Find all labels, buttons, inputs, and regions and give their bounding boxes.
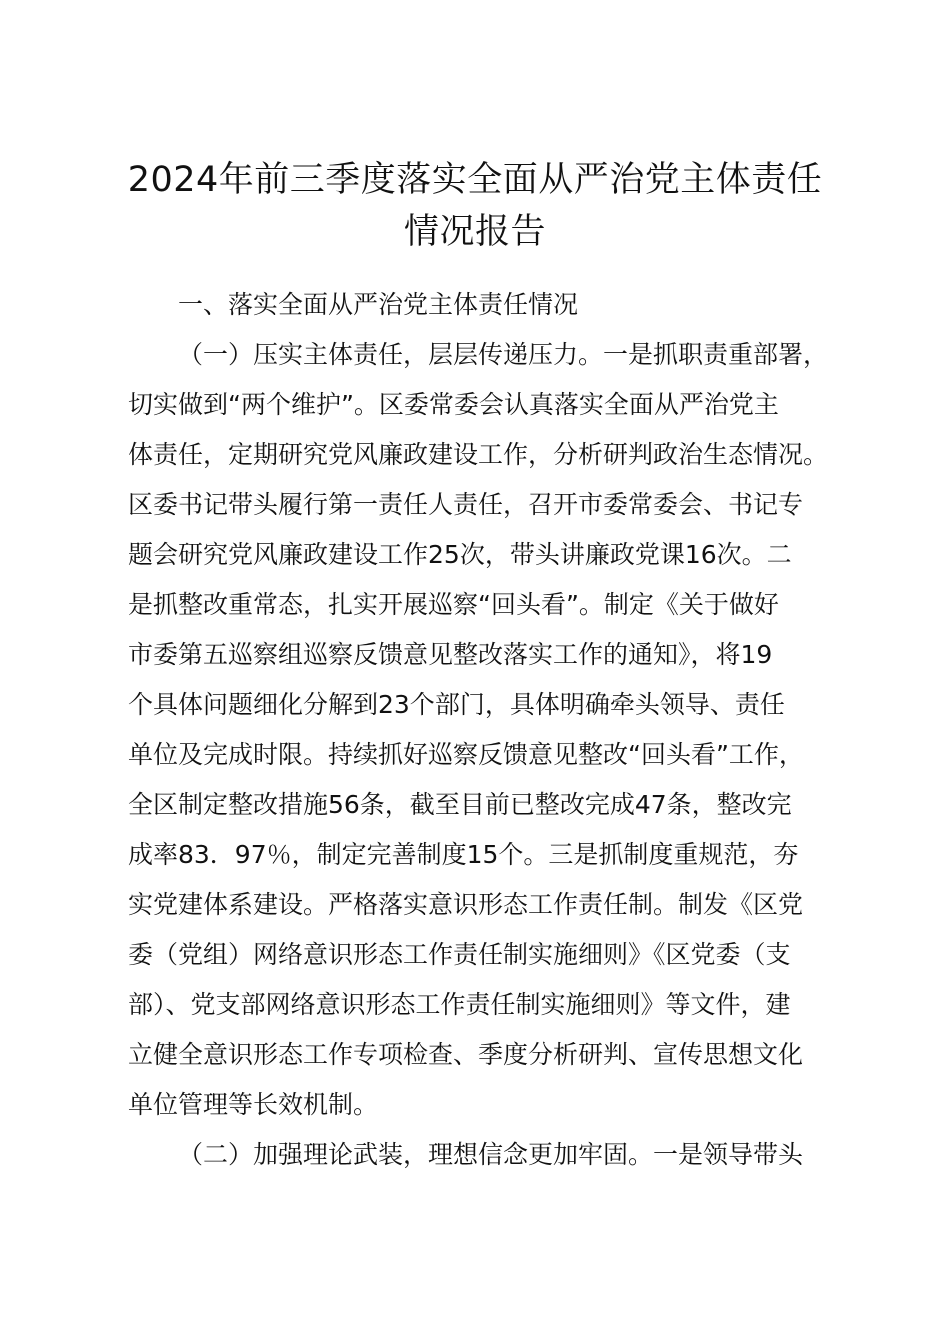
paragraph-line: 单位管理等长效机制。 <box>128 1090 379 1119</box>
paragraph-line: （一）压实主体责任，层层传递压力。一是抓职责重部署， <box>178 340 829 369</box>
paragraph-line: 实党建体系建设。严格落实意识形态工作责任制。制发《区党 <box>128 890 804 919</box>
paragraph-line: 部）、党支部网络意识形态工作责任制实施细则》等文件，建 <box>128 990 791 1019</box>
paragraph-line: 单位及完成时限。持续抓好巡察反馈意见整改“回头看”工作， <box>128 740 804 769</box>
paragraph-line: 委（党组）网络意识形态工作责任制实施细则》《区党委（支 <box>128 940 791 969</box>
paragraph-line: 题会研究党风廉政建设工作25次，带头讲廉政党课16次。二 <box>128 540 792 569</box>
paragraph-line: 体责任，定期研究党风廉政建设工作，分析研判政治生态情况。 <box>128 440 829 469</box>
paragraph-line: 立健全意识形态工作专项检查、季度分析研判、宣传思想文化 <box>128 1040 804 1069</box>
paragraph-line: 区委书记带头履行第一责任人责任，召开市委常委会、书记专 <box>128 490 804 519</box>
paragraph-line: 全区制定整改措施56条，截至目前已整改完成47条，整改完 <box>128 790 792 819</box>
document-title-line-1: 2024年前三季度落实全面从严治党主体责任 <box>127 160 823 200</box>
paragraph-line: 市委第五巡察组巡察反馈意见整改落实工作的通知》，将19 <box>128 640 773 669</box>
document-title-line-2: 情况报告 <box>403 212 546 252</box>
paragraph-line: 切实做到“两个维护”。区委常委会认真落实全面从严治党主 <box>128 390 779 419</box>
paragraph-line: 个具体问题细化分解到23个部门，具体明确牵头领导、责任 <box>128 690 785 719</box>
paragraph-line: 是抓整改重常态，扎实开展巡察“回头看”。制定《关于做好 <box>128 590 779 619</box>
section-heading: 一、落实全面从严治党主体责任情况 <box>178 290 579 319</box>
paragraph-line: 成率83．97％，制定完善制度15个。三是抓制度重规范，夯 <box>128 840 799 869</box>
paragraph-line: （二）加强理论武装，理想信念更加牢固。一是领导带头 <box>178 1140 804 1169</box>
